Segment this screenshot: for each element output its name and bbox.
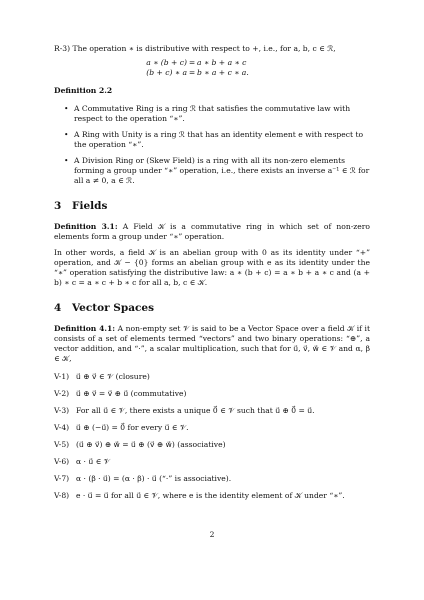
axiom-text: (u⃗ ⊕ v⃗) ⊕ w⃗ = u⃗ ⊕ (v⃗ ⊕ w⃗) (associative) (76, 440, 226, 450)
distributive-equations (54, 58, 370, 78)
axiom-label: V-7) (54, 474, 70, 484)
section-title: Fields (72, 200, 108, 213)
definition-text: A Field 𝒦 is a commutative ring in which set of non-zero elements form a group under “∗” operation. (54, 222, 371, 242)
list-item (54, 389, 370, 399)
list-item (54, 474, 370, 484)
axiom-label: V-1) (54, 372, 70, 382)
axiom-text: u⃗ ⊕ (−u⃗) = 0⃗ for every u⃗ ∈ 𝒱. (76, 423, 189, 433)
axiom-label: V-8) (54, 491, 70, 501)
list-item (54, 491, 370, 501)
section-number: 4 (54, 302, 62, 315)
definition-2-2-heading: Definition 2.2 (54, 86, 113, 96)
axiom-text: α · u⃗ ∈ 𝒱 (76, 457, 110, 467)
section-title: Vector Spaces (72, 302, 155, 315)
list-item (54, 457, 370, 467)
eq1-rhs: a ∗ b + a ∗ c (197, 58, 247, 68)
definition-label: Definition 3.1: (54, 222, 118, 232)
definition-4-1 (54, 324, 370, 364)
list-item (54, 423, 370, 433)
axiom-text: α · (β · u⃗) = (α · β) · u⃗ (“·” is associative). (76, 474, 232, 484)
axiom-text: u⃗ ⊕ v⃗ ∈ 𝒱 (closure) (76, 372, 150, 382)
eq2-lhs: (b + c) ∗ a (146, 68, 187, 78)
axiom-text: e · u⃗ = u⃗ for all u⃗ ∈ 𝒱, where e is the identity element of 𝒦 under “∗”. (76, 491, 345, 501)
equation-row (117, 58, 307, 68)
definition-3-1 (54, 222, 370, 242)
page-number: 2 (209, 530, 215, 539)
eq2-rhs: b ∗ a + c ∗ a. (197, 68, 249, 78)
list-item: • A Division Ring or (Skew Field) is a ring with all its non-zero elements forming a group under “∗” operation, i.e., there exists an inverse a⁻¹ ∈ ℛ for all a ≠ 0, a ∈ ℛ. (66, 156, 370, 186)
eq1-lhs: a ∗ (b + c) (146, 58, 187, 68)
list-item (54, 440, 370, 450)
section-3-heading (54, 200, 370, 214)
eq2-equals: = (188, 68, 196, 78)
axiom-label: V-3) (54, 406, 70, 416)
eq1-equals: = (188, 58, 196, 68)
field-paragraph: In other words, a field 𝒦 is an abelian group with 0 as its identity under “+” operation, and 𝒦 − {0} forms an abelian group with e as its identity under the “∗” operation satisfying the distributive law: a ∗ (b + c) = a ∗ b + a ∗ c and (a + b) ∗ c = a ∗ c + b ∗ c for all a, b, c ∈ 𝒦. (54, 248, 370, 288)
axiom-text: For all u⃗ ∈ 𝒱, there exists a unique 0⃗ ∈ 𝒱 such that u⃗ ⊕ 0⃗ = u⃗. (76, 406, 315, 416)
axiom-label: V-4) (54, 423, 70, 433)
r3-statement (54, 44, 370, 54)
definition-2-2-list (54, 104, 370, 186)
axiom-label: V-6) (54, 457, 70, 467)
equation-row (117, 68, 307, 78)
list-item: • A Ring with Unity is a ring ℛ that has an identity element e with respect to the operation “∗”. (66, 130, 370, 150)
page-body (54, 44, 370, 508)
definition-label: Definition 4.1: (54, 323, 116, 333)
axiom-label: V-5) (54, 440, 70, 450)
section-4-heading (54, 302, 370, 316)
list-item (54, 372, 370, 382)
section-number: 3 (54, 200, 62, 213)
r3-text: The operation ∗ is distributive with respect to +, i.e., for a, b, c ∈ ℛ, (72, 44, 336, 53)
axiom-text: u⃗ ⊕ v⃗ = v⃗ ⊕ u⃗ (commutative) (76, 389, 187, 399)
r3-label: R-3) (54, 44, 71, 53)
axiom-label: V-2) (54, 389, 70, 399)
vector-space-axioms (54, 372, 370, 501)
list-item (54, 406, 370, 416)
list-item: • A Commutative Ring is a ring ℛ that satisfies the commutative law with respect to the operation “∗”. (66, 104, 370, 124)
definition-text: A non-empty set 𝒱 is said to be a Vector Space over a field 𝒦 if it consists of a set of elements termed “vectors” and two binary operations: “⊕”, a vector addition, and “·”, a scalar multiplication, such that for u⃗, v⃗, w⃗ ∈ 𝒱 and α, β ∈ 𝒦, (54, 323, 370, 364)
